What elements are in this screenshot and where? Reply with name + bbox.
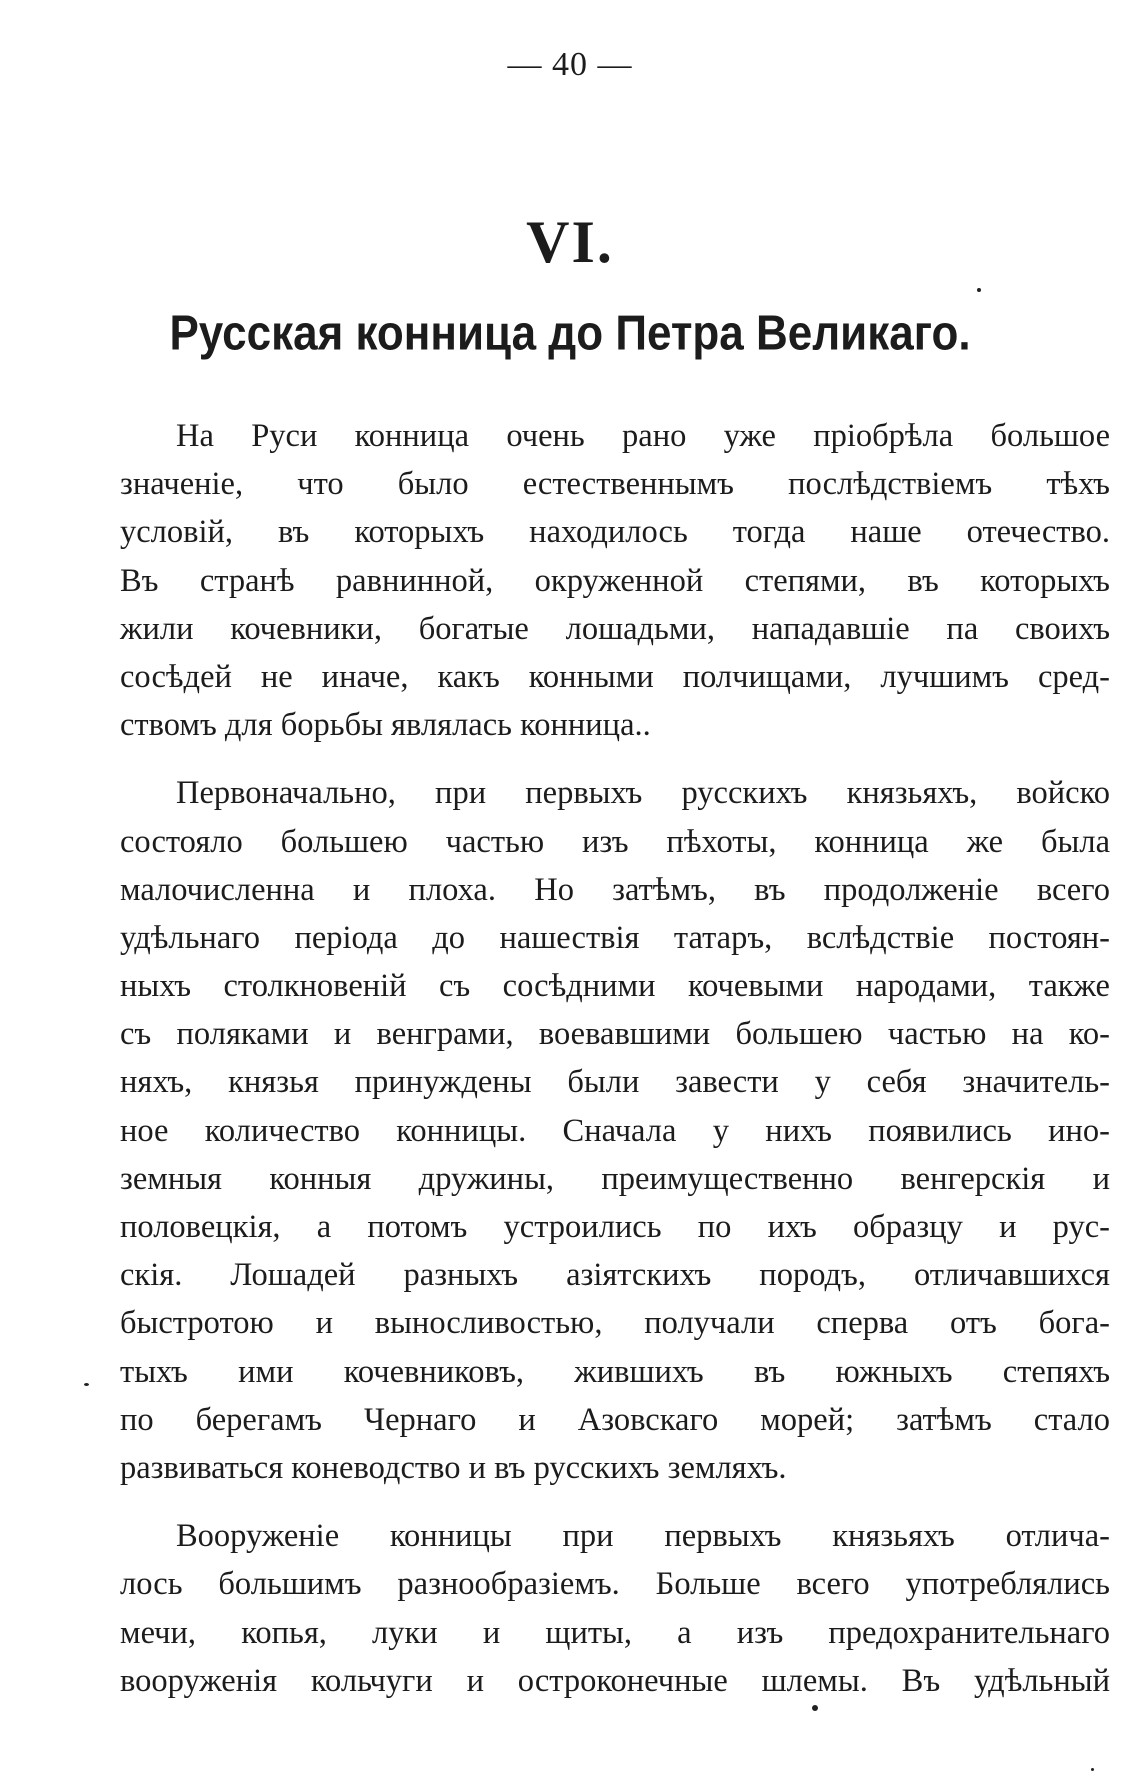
text-line: развиваться коневодство и въ русскихъ земляхъ. <box>120 1449 787 1486</box>
chapter-title: Русская конница до Петра Великаго. <box>169 306 971 361</box>
text-line: Вооруженіе конницы при первыхъ князьяхъ отлича- <box>176 1518 1110 1555</box>
text-line: состояло большею частью изъ пѣхоты, конница же была <box>120 823 1110 860</box>
scan-speck <box>84 1383 89 1386</box>
text-line: съ поляками и венграми, воевавшими большею частью на ко- <box>120 1016 1110 1053</box>
text-line: малочисленна и плоха. Но затѣмъ, въ продолженіе всего <box>120 871 1110 908</box>
text-line: лось большимъ разнообразіемъ. Больше всего употреблялись <box>120 1566 1110 1603</box>
text-line: скія. Лошадей разныхъ азіятскихъ породъ, отличавшихся <box>120 1257 1110 1294</box>
chapter-body <box>120 412 1110 1705</box>
paragraph-1 <box>120 412 1110 749</box>
text-line: На Руси конница очень рано уже пріобрѣла большое <box>176 418 1110 454</box>
text-line: ное количество конницы. Сначала у нихъ появились ино- <box>120 1112 1110 1149</box>
text-line: земныя конныя дружины, преимущественно венгерскія и <box>120 1160 1110 1197</box>
text-line: сосѣдей не иначе, какъ конными полчищами, лучшимъ сред- <box>120 658 1110 695</box>
text-line: быстротою и выносливостью, получали сперва отъ бога- <box>120 1305 1110 1342</box>
text-line: тыхъ ими кочевниковъ, жившихъ въ южныхъ степяхъ <box>120 1353 1110 1390</box>
text-line: условій, въ которыхъ находилось тогда наше отечество. <box>120 514 1110 551</box>
text-line: половецкія, а потомъ устроились по ихъ образцу и рус- <box>120 1209 1110 1245</box>
scan-speck <box>812 1705 818 1711</box>
paragraph-gap <box>120 749 1110 769</box>
text-line: вооруженія кольчуги и остроконечные шлемы. Въ удѣльный <box>120 1662 1110 1699</box>
text-line: Первоначально, при первыхъ русскихъ князьяхъ, войско <box>176 775 1110 812</box>
paragraph-3 <box>120 1512 1110 1705</box>
text-line: Въ странѣ равнинной, окруженной степями, въ которыхъ <box>120 562 1110 599</box>
text-line: удѣльнаго періода до нашествія татаръ, вслѣдствіе постоян- <box>120 919 1110 956</box>
text-line: мечи, копья, луки и щиты, а изъ предохранительнаго <box>120 1614 1110 1651</box>
text-line: жили кочевники, богатые лошадьми, нападавшіе па своихъ <box>120 610 1110 647</box>
text-line: ствомъ для борьбы являлась конница.. <box>120 707 651 744</box>
scan-speck <box>1091 1768 1094 1771</box>
scan-speck <box>977 288 981 292</box>
chapter-number: VI. <box>526 209 614 275</box>
text-line: ныхъ столкновеній съ сосѣдними кочевыми народами, также <box>120 968 1110 1005</box>
page-number: — 40 — <box>507 46 633 83</box>
text-line: няхъ, князья принуждены были завести у себя значитель- <box>120 1064 1110 1101</box>
paragraph-2 <box>120 769 1110 1492</box>
text-line: по берегамъ Чернаго и Азовскаго морей; затѣмъ стало <box>120 1401 1110 1438</box>
text-line: значеніе, что было естественнымъ послѣдствіемъ тѣхъ <box>120 466 1110 503</box>
paragraph-gap <box>120 1492 1110 1512</box>
